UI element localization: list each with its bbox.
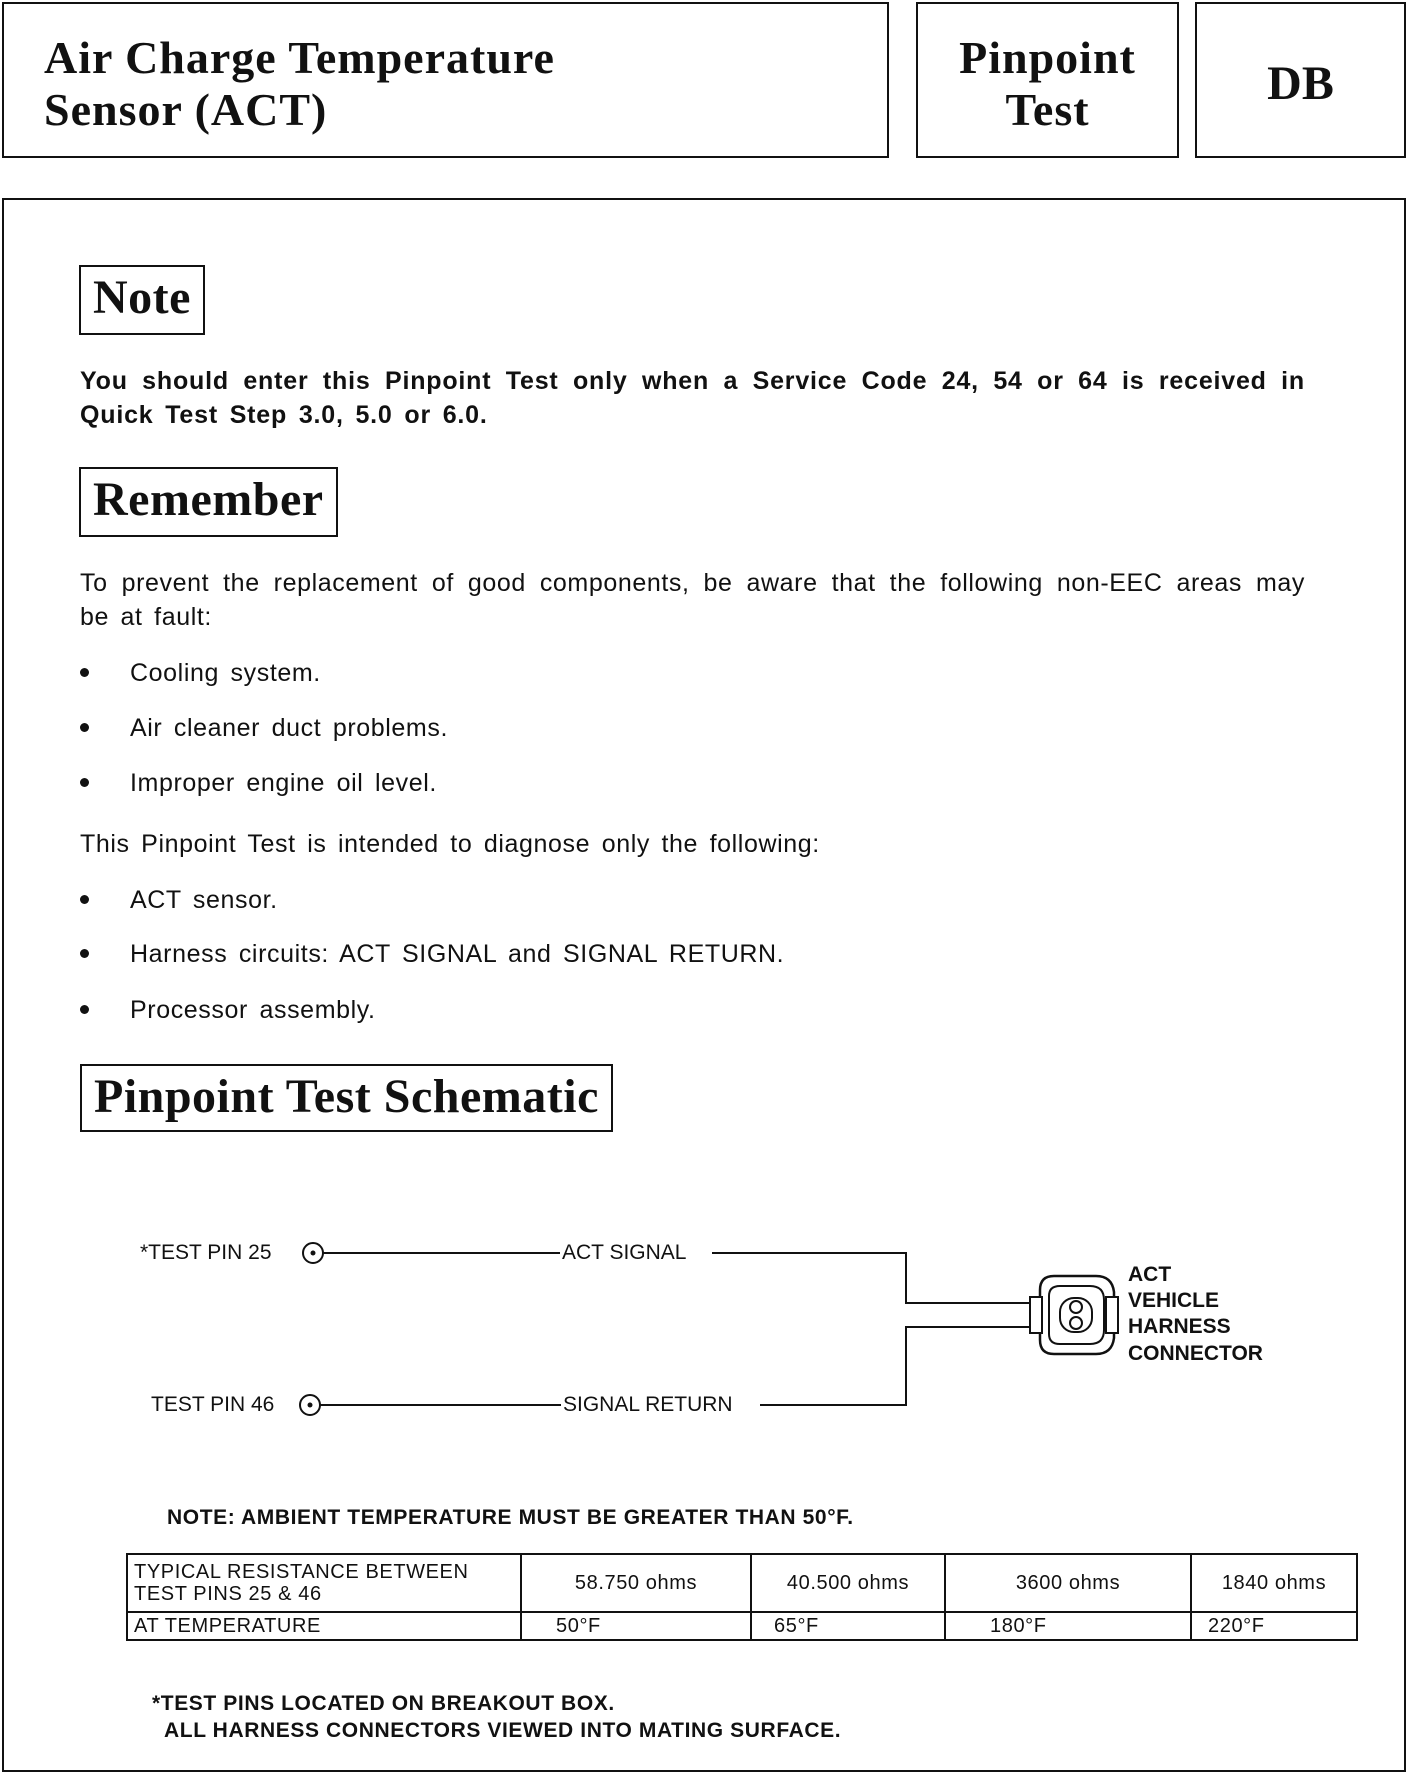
- signal-return-label: SIGNAL RETURN: [563, 1393, 733, 1416]
- scope-item-text: Harness circuits: ACT SIGNAL and SIGNAL RETURN.: [130, 940, 785, 968]
- fault-area-text: Cooling system.: [130, 659, 321, 687]
- resistance-cell: 40.500 ohms: [751, 1554, 945, 1612]
- scope-intro: This Pinpoint Test is intended to diagnose only the following:: [80, 830, 820, 858]
- table-row: [127, 1554, 1357, 1612]
- connector-label-line: VEHICLE: [1128, 1289, 1220, 1312]
- test-pin-25-label: *TEST PIN 25: [140, 1241, 272, 1264]
- resistance-table: [126, 1553, 1358, 1641]
- remember-intro: To prevent the replacement of good components, be aware that the following non-EEC areas may be at fault:: [80, 569, 1305, 631]
- connector-label-line: CONNECTOR: [1128, 1342, 1263, 1365]
- note-heading: Note: [79, 265, 205, 335]
- title-line-2: Sensor (ACT): [44, 84, 328, 135]
- fault-area-text: Improper engine oil level.: [130, 769, 437, 797]
- scope-item-text: Processor assembly.: [130, 996, 376, 1024]
- table-row: [127, 1612, 1357, 1640]
- act-signal-label: ACT SIGNAL: [562, 1241, 687, 1264]
- signal-return-wire: [760, 1327, 1030, 1405]
- resistance-cell: 1840 ohms: [1191, 1554, 1357, 1612]
- test-pin-25-terminal-icon: [303, 1243, 323, 1263]
- temperature-cell: 220°F: [1191, 1612, 1357, 1640]
- test-code: DB: [1267, 57, 1334, 110]
- footnotes: [152, 1690, 841, 1744]
- temperature-cell: 50°F: [521, 1612, 751, 1640]
- section-line-1: Pinpoint: [959, 32, 1136, 83]
- resistance-row-label: [127, 1554, 521, 1612]
- fault-area-text: Air cleaner duct problems.: [130, 714, 449, 742]
- temperature-row-label: AT TEMPERATURE: [127, 1612, 521, 1640]
- remember-heading: Remember: [79, 467, 338, 537]
- test-pin-46-label: TEST PIN 46: [151, 1393, 275, 1416]
- test-pin-46-terminal-icon: [300, 1395, 320, 1415]
- act-signal-wire: [712, 1253, 1030, 1303]
- temperature-cell: 65°F: [751, 1612, 945, 1640]
- connector-label-line: HARNESS: [1128, 1315, 1231, 1338]
- resistance-cell: 58.750 ohms: [521, 1554, 751, 1612]
- footnote-line: ALL HARNESS CONNECTORS VIEWED INTO MATING SURFACE.: [164, 1719, 842, 1742]
- ambient-temperature-note: NOTE: AMBIENT TEMPERATURE MUST BE GREATER THAN 50°F.: [167, 1506, 854, 1529]
- temperature-cell: 180°F: [945, 1612, 1191, 1640]
- resistance-cell: 3600 ohms: [945, 1554, 1191, 1612]
- note-text: You should enter this Pinpoint Test only when a Service Code 24, 54 or 64 is received in Quick Test Step 3.0, 5.0 or 6.0.: [80, 367, 1305, 429]
- title-line-1: Air Charge Temperature: [44, 32, 555, 83]
- schematic-heading: Pinpoint Test Schematic: [80, 1064, 613, 1132]
- label-line: TYPICAL RESISTANCE BETWEEN: [134, 1561, 469, 1583]
- footnote-line: *TEST PINS LOCATED ON BREAKOUT BOX.: [152, 1692, 615, 1715]
- connector-label-line: ACT: [1128, 1263, 1172, 1286]
- harness-connector-icon: [1030, 1276, 1118, 1354]
- section-line-2: Test: [1005, 84, 1090, 135]
- scope-item-text: ACT sensor.: [130, 886, 278, 914]
- label-line: TEST PINS 25 & 46: [134, 1583, 322, 1605]
